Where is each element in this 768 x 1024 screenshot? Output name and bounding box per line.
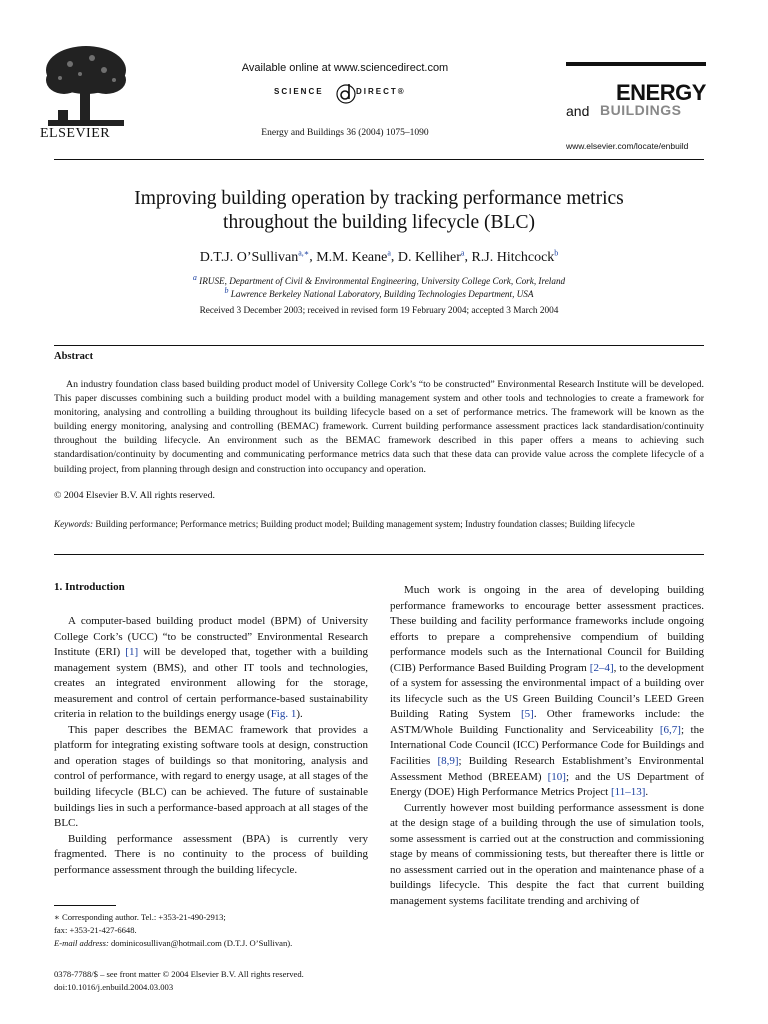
affiliation-b: $^b$ Lawrence Berkeley National Laboratory, Building Technologies Department, USA: [224, 286, 534, 300]
title-line-1: Improving building operation by tracking performance metrics: [134, 188, 624, 209]
author-2[interactable]: M.M. Keane$^a$: [316, 248, 391, 265]
available-online-text: Available online at www.sciencedirect.com: [241, 62, 449, 74]
author-list: D.T.J. O’Sullivan$^{a,∗}$, M.M. Keane$^a$, D. Kelliher$^a$, R.J. Hitchcock$^b$: [199, 248, 559, 265]
publisher-name: ELSEVIER: [40, 126, 111, 141]
journal-url[interactable]: www.elsevier.com/locate/enbuild: [566, 141, 689, 151]
citation-link[interactable]: [10]: [547, 770, 566, 783]
journal-logo-energy: ENERGY: [616, 80, 706, 105]
section-heading-introduction: 1. Introduction: [54, 581, 125, 593]
title-line-2: throughout the building lifecycle (BLC): [223, 212, 535, 233]
citation-link[interactable]: [8,9]: [437, 755, 459, 768]
citation-link[interactable]: [1]: [125, 646, 139, 659]
figure-link[interactable]: Fig. 1: [270, 708, 297, 721]
sciencedirect-logo: [228, 80, 462, 108]
doi-line[interactable]: doi:10.1016/j.enbuild.2004.03.003: [54, 982, 174, 992]
keywords-rule: [54, 554, 704, 555]
page-footer: [54, 968, 384, 994]
footnote-line-1: ∗ Corresponding author. Tel.: +353-21-490-2913;: [54, 912, 226, 922]
email-link[interactable]: dominicosullivan@hotmail.com (D.T.J. O’Sullivan).: [108, 938, 293, 948]
paragraph: Much work is ongoing in the area of developing building performance frameworks to encourage better assessment practices. These building and facility performance frameworks include ongoing efforts to prepare a comprehensive compendium of building performance models such as the International Council for Building (CIB) Performance Based Building Program [2–4], to the development of a system for assessing the environmental impact of a building over its lifecycle such as the US Green Building Council’s LEED Green Building Rating System [5]. Other frameworks include: the ASTM/Whole Building Functionality and Serviceability [6,7]; the International Code Council (ICC) Performance Code for Buildings and Facilities [8,9]; Building Research Establishment’s Environmental Assessment Method (BREEAM) [10]; and the US Department of Energy (DOE) High Performance Metrics Project [11–13].: [390, 584, 705, 799]
journal-citation: Energy and Buildings 36 (2004) 1075–1090: [261, 128, 429, 138]
right-column: [390, 583, 704, 909]
sciencedirect-right: DIRECT®: [356, 87, 406, 96]
left-column: [54, 614, 368, 878]
sciencedirect-d-icon: [336, 80, 356, 106]
sciencedirect-left: SCIENCE: [274, 87, 324, 96]
citation-link[interactable]: [2–4]: [589, 661, 614, 674]
citation-link[interactable]: [6,7]: [659, 723, 681, 736]
affiliation-a: $^a$ IRUSE, Department of Civil & Environmental Engineering, University College Cork, Cork, Ireland: [192, 273, 566, 287]
author-3[interactable]: D. Kelliher$^a$: [397, 248, 465, 265]
footnote-rule: [54, 905, 116, 906]
journal-logo-buildings: BUILDINGS: [600, 102, 682, 118]
article-title: [54, 187, 704, 235]
keywords: Keywords: Building performance; Performance metrics; Building product model; Building management system; Industry foundation classes; Building lifecycle: [54, 519, 635, 529]
footnote-email: E-mail address: dominicosullivan@hotmail.com (D.T.J. O’Sullivan).: [54, 938, 293, 948]
citation-link[interactable]: [5]: [520, 708, 534, 721]
abstract-text: An industry foundation class based building product model of University College Cork’s “to be constructed” Environmental Research Institute will be developed. This paper discusses combining such a building product model with a building management system and other tools and technologies to create a framework for monitoring, analysing and controlling a building throughout its building lifecycle based on a set of performance metrics. The framework will be known as the building energy monitoring, analysing and controlling (BEMAC) framework. Current building performance assessment practices lack standardisation/continuity throughout the building lifecycle. An environment such as the BEMAC framework described in this paper offers a means to achieving such standardisation/continuity by documenting and communicating performance metrics data such that these data can provide value across the complete lifecycle of a building project, from planning through design and construction into occupancy and operation.: [54, 379, 704, 475]
footnote-line-2: fax: +353-21-427-6648.: [54, 925, 137, 935]
journal-logo-bar: [566, 62, 706, 66]
author-4[interactable]: R.J. Hitchcock$^b$: [471, 248, 559, 265]
citation-link[interactable]: [11–13]: [610, 786, 646, 799]
paragraph: Currently however most building performance assessment is done at the design stage of a building through the use of simulation tools, some assessment is carried out at the construction and commissioning stage by means of commissioning tests, but thereafter there is little or no assessment carried out in the operation and maintenance phase of a buildings lifecycle. This despite the fact that current building management systems facilitate trending and archiving of: [390, 801, 704, 907]
abstract-copyright: © 2004 Elsevier B.V. All rights reserved.: [54, 490, 215, 501]
paragraph: Building performance assessment (BPA) is currently very fragmented. There is no continuity to the process of building performance assessment through the building lifecycle.: [54, 832, 368, 876]
received-dates: Received 3 December 2003; received in revised form 19 February 2004; accepted 3 March 2004: [199, 306, 559, 316]
abstract-heading: Abstract: [54, 351, 94, 362]
journal-logo-and: and: [566, 103, 590, 119]
elsevier-tree-logo: [40, 40, 132, 130]
issn-line: 0378-7788/$ – see front matter © 2004 Elsevier B.V. All rights reserved.: [54, 969, 304, 979]
abstract-rule: [54, 345, 704, 346]
author-1[interactable]: D.T.J. O’Sullivan$^{a,∗}$: [199, 248, 310, 265]
footnote: [54, 911, 374, 950]
header-rule: [54, 159, 704, 160]
paragraph: A computer-based building product model (BPM) of University College Cork’s (UCC) “to be constructed” Environmental Research Institute (ERI) [1] will be developed that, together with a building management system (BMS), and other IT tools and technologies, creates an integrated environment allowing for the storage, measurement and control of certain performance-based sustainability criteria in relation to the buildings energy usage (Fig. 1).: [54, 615, 368, 721]
paragraph: This paper describes the BEMAC framework that provides a platform for integrating existing software tools at design, construction and operation stages of buildings so that monitoring, analysis and control of performance, with regard to energy usage, at all stages of the building lifecycle (BLC) can be achieved. The future of sustainable buildings lies in such a performance-based approach at all stages of the BLC.: [54, 723, 368, 830]
